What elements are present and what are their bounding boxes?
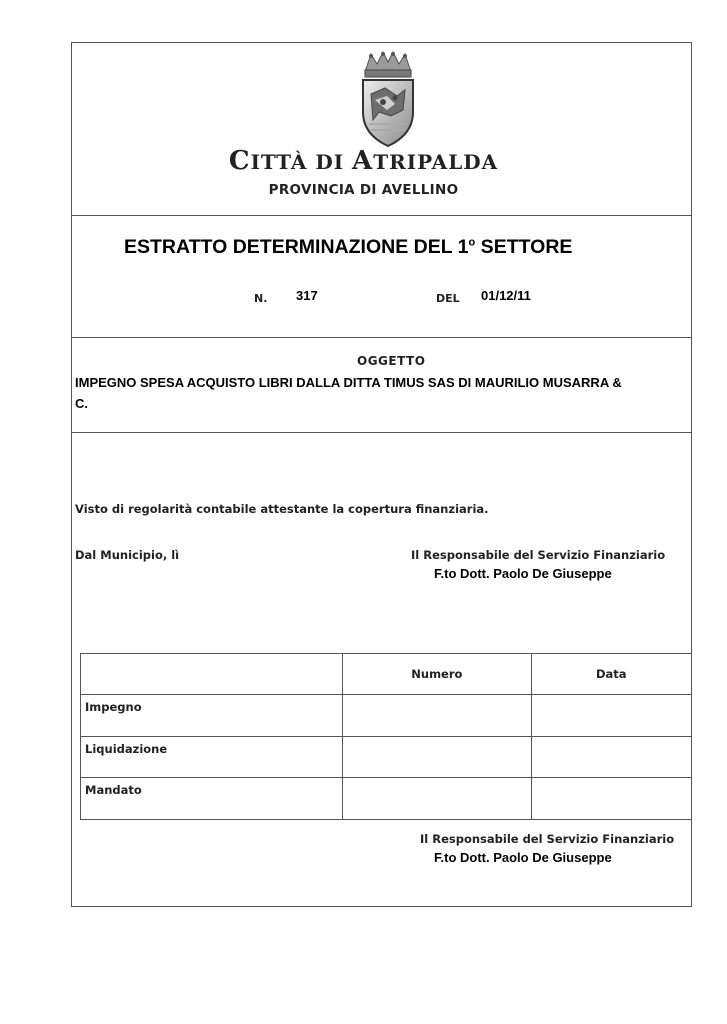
row-label-liquidazione: Liquidazione xyxy=(81,737,343,778)
row-data-mandato xyxy=(531,778,691,820)
header-numero: Numero xyxy=(343,654,531,695)
row-numero-impegno xyxy=(343,695,531,737)
document-title xyxy=(124,236,572,259)
visto-text: Visto di regolarità contabile attestante la copertura finanziaria. xyxy=(75,502,489,516)
footer-responsible-title: Il Responsabile del Servizio Finanziario xyxy=(420,832,675,846)
divider-title xyxy=(71,337,692,338)
row-label-impegno: Impegno xyxy=(81,695,343,737)
title-main: ESTRATTO DETERMINAZIONE DEL 1 xyxy=(124,236,469,258)
row-data-liquidazione xyxy=(531,737,691,778)
header-data: Data xyxy=(531,654,691,695)
city-name xyxy=(0,146,727,176)
row-label-mandato: Mandato xyxy=(81,778,343,820)
province-name: PROVINCIA DI AVELLINO xyxy=(268,182,459,198)
responsible-title: Il Responsabile del Servizio Finanziario xyxy=(411,548,666,562)
title-end: SETTORE xyxy=(475,236,573,258)
divider-header xyxy=(71,215,692,216)
place-text: Dal Municipio, lì xyxy=(75,548,180,562)
table-row xyxy=(81,695,692,737)
row-numero-mandato xyxy=(343,778,531,820)
register-table xyxy=(80,653,692,820)
date-value: 01/12/11 xyxy=(481,288,531,303)
table-row xyxy=(81,737,692,778)
municipal-crest-icon xyxy=(357,50,419,150)
city-initial-1: C xyxy=(228,146,251,176)
table-header-row xyxy=(81,654,692,695)
responsible-name: F.to Dott. Paolo De Giuseppe xyxy=(434,566,612,581)
subject-heading: OGGETTO xyxy=(357,354,426,368)
table-row xyxy=(81,778,692,820)
city-part-1: ITTÀ DI xyxy=(250,150,353,174)
city-part-2: TRIPALDA xyxy=(373,150,499,174)
subject-text: IMPEGNO SPESA ACQUISTO LIBRI DALLA DITTA TIMUS SAS DI MAURILIO MUSARRA & C. xyxy=(75,375,622,411)
number-value: 317 xyxy=(296,288,318,303)
date-label: DEL xyxy=(436,292,460,305)
number-label: N. xyxy=(254,292,268,305)
title-sup: o xyxy=(468,236,476,249)
divider-subject xyxy=(71,432,692,433)
header-empty xyxy=(81,654,343,695)
row-data-impegno xyxy=(531,695,691,737)
row-numero-liquidazione xyxy=(343,737,531,778)
city-initial-2: A xyxy=(352,146,374,176)
footer-responsible-name: F.to Dott. Paolo De Giuseppe xyxy=(434,850,612,865)
